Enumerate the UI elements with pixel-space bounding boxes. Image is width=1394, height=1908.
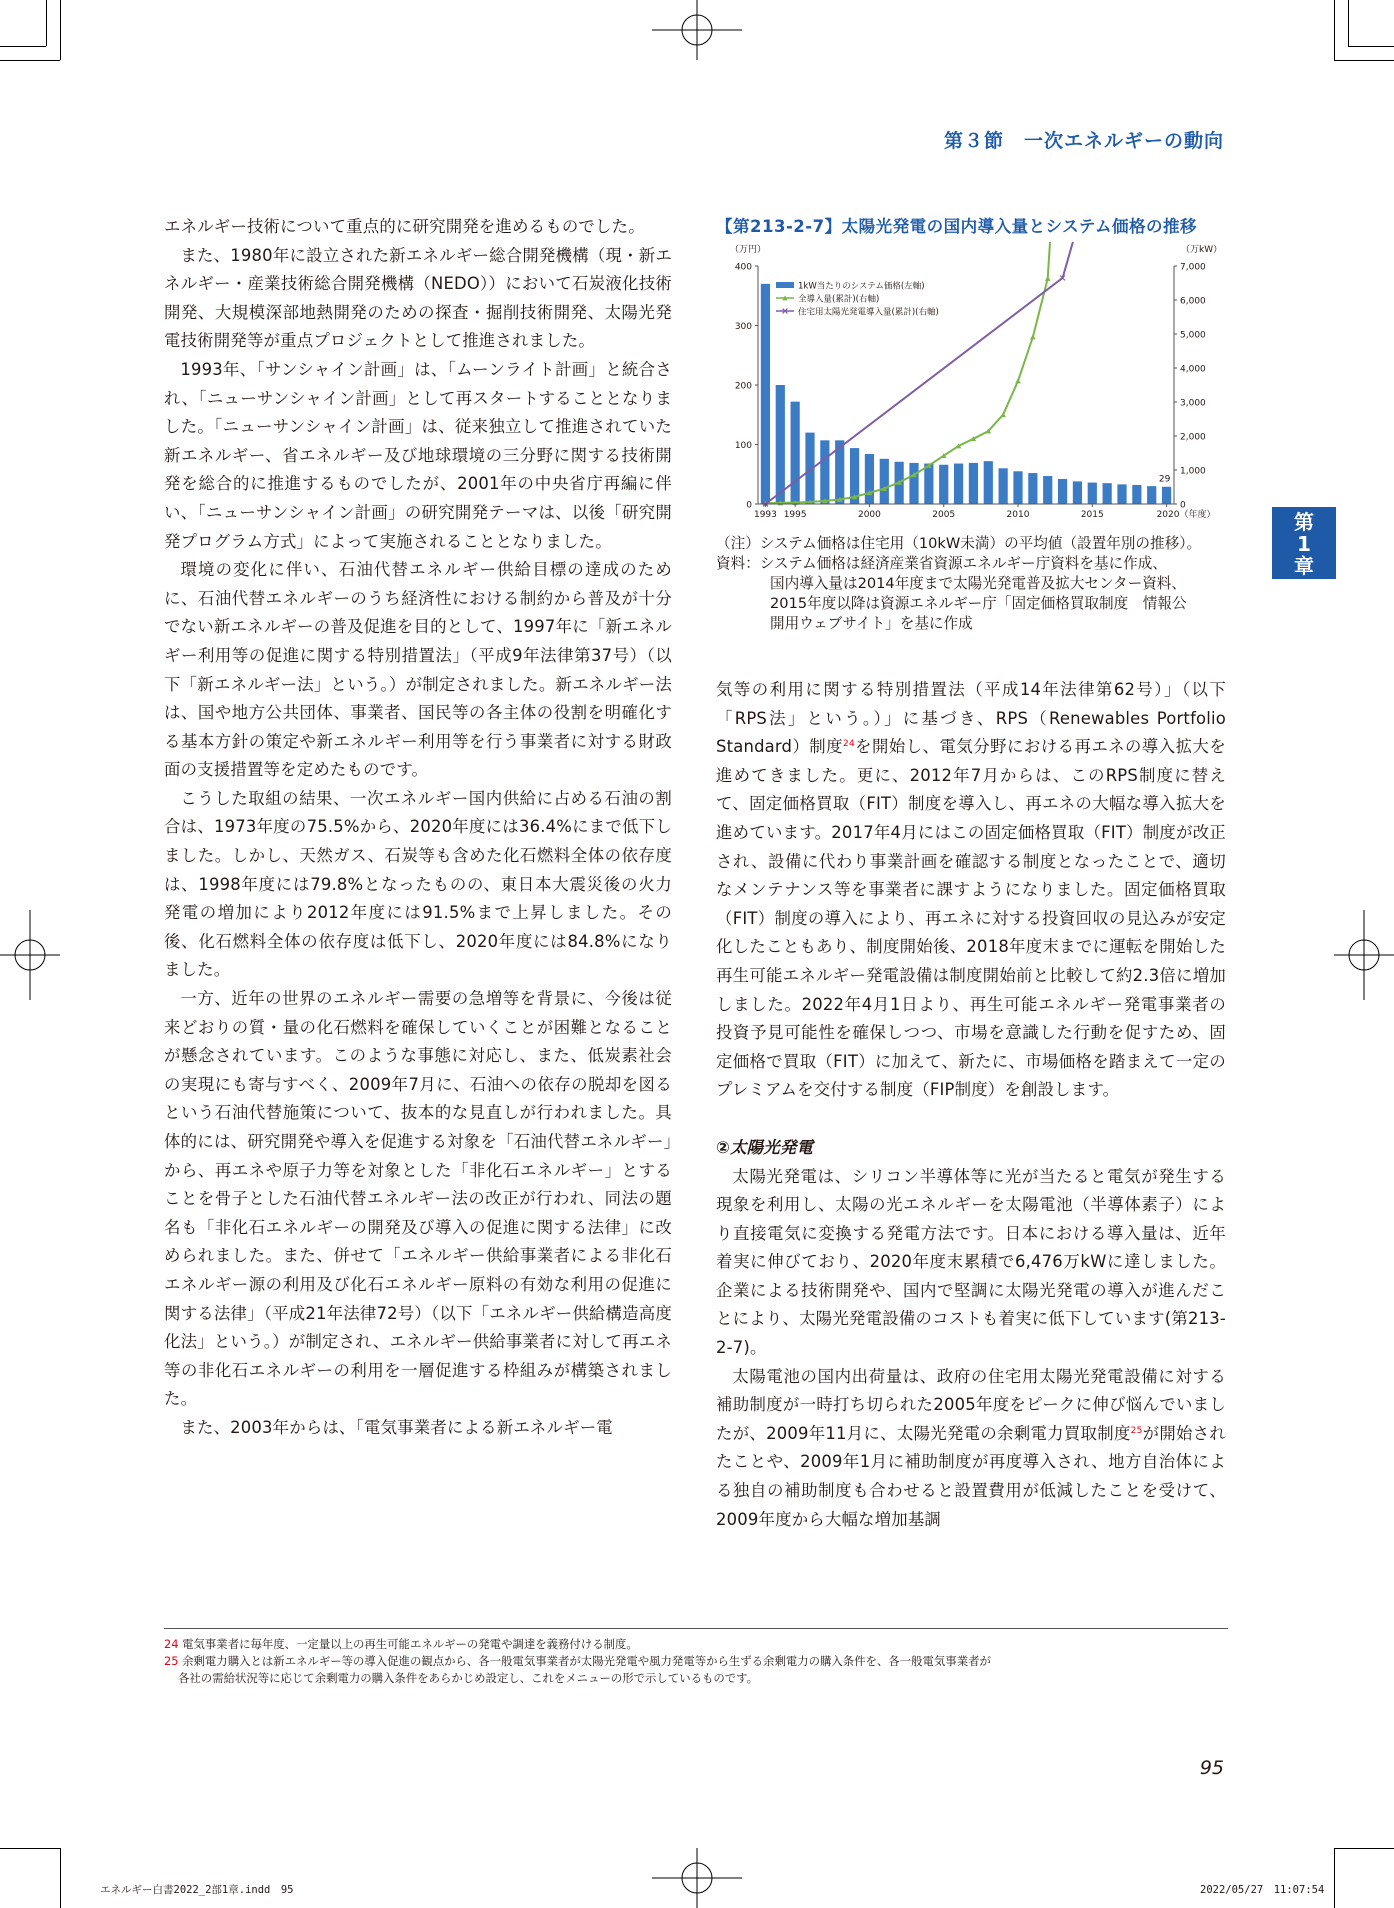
figure-title: 【第213-2-7】太陽光発電の国内導入量とシステム価格の推移 bbox=[716, 217, 1197, 236]
page-number: 95 bbox=[1199, 1757, 1224, 1779]
price-bar bbox=[776, 385, 785, 504]
price-bar bbox=[984, 461, 993, 504]
body-text: 太陽電池の国内出荷量は、政府の住宅用太陽光発電設備に対する補助制度が一時打ち切られた2005年度をピークに伸び悩んでいましたが、2009年11月に、太陽光発電の余剰電力買取制度 bbox=[716, 1366, 1226, 1443]
registration-mark bbox=[1334, 910, 1394, 1000]
footnote bbox=[164, 1653, 1228, 1670]
figure-source: 開用ウェブサイト」を基に作成 bbox=[770, 615, 973, 632]
price-bar bbox=[791, 402, 800, 504]
print-slug-file: エネルギー白書2022_2部1章.indd 95 bbox=[100, 1884, 294, 1896]
price-bar bbox=[1132, 485, 1141, 504]
price-bar bbox=[909, 463, 918, 504]
price-bar bbox=[1088, 483, 1097, 504]
footnotes bbox=[164, 1628, 1228, 1687]
x-axis-tick-label: 2015 bbox=[1080, 510, 1104, 520]
body-paragraph: また、2003年からは、「電気事業者による新エネルギー電 bbox=[180, 1417, 613, 1437]
price-bar bbox=[1043, 476, 1052, 504]
legend-swatch bbox=[776, 282, 794, 288]
crop-mark bbox=[1334, 1848, 1335, 1908]
x-axis-tick-label: 1993 bbox=[753, 510, 777, 520]
price-bar bbox=[1073, 481, 1082, 504]
right-axis-tick-label: 3,000 bbox=[1180, 398, 1206, 409]
footnote-text: 余剰電力購入とは新エネルギー等の導入促進の観点から、各一般電気事業者が太陽光発電や風力発電等から生ずる余剰電力の購入条件を、各一般電気事業者が bbox=[182, 1654, 991, 1668]
right-axis-tick-label: 0 bbox=[1180, 500, 1186, 511]
body-paragraph: 太陽光発電は、シリコン半導体等に光が当たると電気が発生する現象を利用し、太陽の光エネルギーを太陽電池（半導体素子）により直接電気に変換する発電方法です。日本における導入量は、近年着実に伸びており、2020年度末累積で6,476万kWに達しました。企業による技術開発や、国内で堅調に太陽光発電の導入が進んだことにより、太陽光発電設備のコストも着実に低下しています(第213-2-7)。 bbox=[716, 1166, 1226, 1358]
subsection-heading: ②太陽光発電 bbox=[716, 1137, 814, 1157]
x-axis-tick-label: 2020（年度） bbox=[1156, 510, 1216, 520]
crop-mark bbox=[0, 46, 46, 47]
registration-mark bbox=[652, 1848, 742, 1908]
right-axis-tick-label: 5,000 bbox=[1180, 330, 1206, 341]
footnote-ref[interactable]: 24 bbox=[843, 739, 855, 750]
section-header: 第３節 一次エネルギーの動向 bbox=[943, 130, 1224, 152]
body-paragraph bbox=[716, 676, 1226, 1105]
x-axis-tick-label: 2000 bbox=[857, 510, 881, 520]
price-bar bbox=[1117, 484, 1126, 504]
x-axis-tick-label: 2010 bbox=[1006, 510, 1030, 520]
chapter-tab-line: 1 bbox=[1297, 532, 1311, 556]
legend-label: 全導入量(累計)(右軸) bbox=[798, 294, 880, 305]
price-bar bbox=[954, 464, 963, 504]
price-bar bbox=[999, 468, 1008, 504]
crop-mark bbox=[0, 1848, 60, 1849]
figure-source: 国内導入量は2014年度まで太陽光発電普及拡大センター資料、 bbox=[770, 575, 1186, 592]
total-installed-point bbox=[1030, 334, 1036, 339]
data-label-price: 29 bbox=[1158, 474, 1171, 485]
registration-mark bbox=[652, 0, 742, 60]
right-axis-tick-label: 4,000 bbox=[1180, 364, 1206, 375]
figure-source: 資料：システム価格は経済産業省資源エネルギー庁資料を基に作成、 bbox=[716, 555, 1167, 572]
crop-mark bbox=[1348, 0, 1349, 46]
chapter-tab bbox=[1272, 507, 1336, 579]
price-bar bbox=[1162, 487, 1171, 504]
price-bar bbox=[820, 440, 829, 504]
left-axis-tick-label: 400 bbox=[734, 262, 752, 273]
left-axis-tick-label: 300 bbox=[734, 322, 752, 332]
registration-mark bbox=[0, 910, 60, 1000]
chart-legend bbox=[776, 281, 939, 318]
figure-note: （注）システム価格は住宅用（10kW未満）の平均値（設置年別の推移）。 bbox=[716, 535, 1202, 552]
body-paragraph bbox=[716, 1363, 1226, 1535]
body-paragraph: 一方、近年の世界のエネルギー需要の急増等を背景に、今後は従来どおりの質・量の化石燃料を確保していくことが困難となることが懸念されています。このような事態に対応し、また、低炭素社会の実現にも寄与すべく、2009年7月に、石油への依存の脱却を図るという石油代替施策について、抜本的な見直しが行われました。具体的には、研究開発や導入を促進する対象を「石油代替エネルギー」から、再エネや原子力等を対象とした「非化石エネルギー」とすることを骨子とした石油代替エネルギー法の改正が行われ、同法の題名も「非化石エネルギーの開発及び導入の促進に関する法律」に改められました。また、併せて「エネルギー供給事業者による非化石エネルギー源の利用及び化石エネルギー原料の有効な利用の促進に関する法律」（平成21年法律72号）（以下「エネルギー供給構造高度化法」という。）が制定され、エネルギー供給事業者に対して再エネ等の非化石エネルギーの利用を一層促進する枠組みが構築されました。 bbox=[164, 989, 672, 1409]
body-paragraph: 1993年、「サンシャイン計画」は、「ムーンライト計画」と統合され、「ニューサンシャイン計画」として再スタートすることとなりました。「ニューサンシャイン計画」は、従来独立して推進されていた新エネルギー、省エネルギー及び地球環境の三分野に関する技術開発を総合的に推進するものでしたが、2001年の中央省庁再編に伴い、「ニューサンシャイン計画」の研究開発テーマは、以後「研究開発プログラム方式」によって実施されることとなりました。 bbox=[164, 359, 672, 551]
right-axis-unit: （万kW） bbox=[1181, 245, 1223, 255]
body-text: 気等の利用に関する特別措置法（平成14年法律第62号）」（以下「RPS法」という。）」に基づき、RPS（Renewables Portfolio Standard）制度 bbox=[716, 680, 1226, 757]
price-bar bbox=[1058, 479, 1067, 504]
body-paragraph: こうした取組の結果、一次エネルギー国内供給に占める石油の割合は、1973年度の75.5%から、2020年度には36.4%にまで低下しました。しかし、天然ガス、石炭等も含めた化石燃料全体の依存度は、1998年度には79.8%となったものの、東日本大震災後の火力発電の増加により2012年度には91.5%まで上昇しました。その後、化石燃料全体の依存度は低下し、2020年度には84.8%になりました。 bbox=[164, 788, 672, 980]
crop-mark bbox=[1334, 0, 1335, 60]
left-axis-tick-label: 200 bbox=[734, 381, 752, 392]
right-axis-tick-label: 1,000 bbox=[1180, 466, 1206, 477]
x-axis-tick-label: 2005 bbox=[932, 510, 956, 520]
crop-mark bbox=[1348, 46, 1394, 47]
price-bar bbox=[1028, 473, 1037, 504]
left-axis-tick-label: 0 bbox=[746, 500, 752, 511]
figure-source: 2015年度以降は資源エネルギー庁「固定価格買取制度 情報公 bbox=[770, 595, 1187, 612]
price-bar bbox=[865, 454, 874, 504]
footnote-number: 24 bbox=[164, 1637, 179, 1651]
chapter-tab-line: 第 bbox=[1294, 510, 1314, 534]
left-axis-unit: （万円） bbox=[730, 245, 767, 255]
price-bar bbox=[1103, 483, 1112, 504]
legend-label: 1kW当たりのシステム価格(左軸) bbox=[798, 281, 925, 292]
footnote-number: 25 bbox=[164, 1654, 179, 1668]
crop-mark bbox=[46, 0, 47, 46]
price-bar bbox=[761, 284, 770, 504]
right-column bbox=[716, 676, 1226, 1534]
right-axis-tick-label: 6,000 bbox=[1180, 296, 1206, 307]
crop-mark bbox=[0, 60, 60, 61]
footnote bbox=[164, 1636, 1228, 1653]
total-installed-point bbox=[1015, 378, 1021, 383]
price-bar bbox=[969, 463, 978, 504]
total-installed-point bbox=[1045, 276, 1051, 281]
price-bar bbox=[880, 459, 889, 504]
left-column bbox=[164, 213, 672, 1443]
body-text: が開始されたことや、2009年1月に補助制度が再度導入され、地方自治体による独自の補助制度も合わせると設置費用が低減したことを受けて、2009年度から大幅な増加基調 bbox=[716, 1423, 1227, 1529]
x-axis-tick-label: 1995 bbox=[783, 510, 807, 520]
footnote-continuation: 各社の需給状況等に応じて余剰電力の購入条件をあらかじめ設定し、これをメニューの形で示しているものです。 bbox=[178, 1671, 759, 1685]
crop-mark bbox=[1334, 1848, 1394, 1849]
price-bar bbox=[1013, 471, 1022, 504]
chapter-tab-line: 章 bbox=[1294, 554, 1314, 578]
right-axis-tick-label: 2,000 bbox=[1180, 432, 1206, 443]
crop-mark bbox=[60, 1848, 61, 1908]
body-paragraph: エネルギー技術について重点的に研究開発を進めるものでした。 bbox=[164, 217, 645, 236]
legend-label: 住宅用太陽光発電導入量(累計)(右軸) bbox=[798, 307, 939, 318]
left-axis-tick-label: 100 bbox=[734, 441, 752, 451]
footnote-text: 電気事業者に毎年度、一定量以上の再生可能エネルギーの発電や調達を義務付ける制度。 bbox=[182, 1637, 638, 1651]
price-bar bbox=[924, 464, 933, 504]
solar-chart bbox=[716, 242, 1226, 532]
body-paragraph: 環境の変化に伴い、石油代替エネルギー供給目標の達成のために、石油代替エネルギーのうち経済性における制約から普及が十分でない新エネルギーの普及促進を目的として、1997年に「新エネルギー利用等の促進に関する特別措置法」（平成9年法律第37号）（以下「新エネルギー法」という。）が制定されました。新エネルギー法は、国や地方公共団体、事業者、国民等の各主体の役割を明確化する基本方針の策定や新エネルギー利用等を行う事業者に対する財政面の支援措置等を定めたものです。 bbox=[164, 560, 672, 780]
print-slug-timestamp: 2022/05/27 11:07:54 bbox=[1200, 1884, 1325, 1896]
right-axis-tick-label: 7,000 bbox=[1180, 262, 1206, 273]
price-bar bbox=[1147, 486, 1156, 504]
total-installed-point bbox=[1000, 412, 1006, 417]
crop-mark bbox=[60, 0, 61, 60]
footnote-ref[interactable]: 25 bbox=[1130, 1425, 1143, 1436]
figure-notes bbox=[716, 534, 1236, 634]
body-text: を開始し、電気分野における再エネの導入拡大を進めてきました。更に、2012年7月からは、このRPS制度に替えて、固定価格買取（FIT）制度を導入し、再エネの大幅な導入拡大を進めています。2017年4月にはこの固定価格買取（FIT）制度が改正され、設備に代わり事業計画を確認する制度となったことで、適切なメンテナンス等を事業者に課すようになりました。固定価格買取（FIT）制度の導入により、再エネに対する投資回収の見込みが安定化したこともあり、制度開始後、2018年度末までに運転を開始した再生可能エネルギー発電設備は制度開始前と比較して約2.3倍に増加しました。2022年4月1日より、再生可能エネルギー発電事業者の投資予見可能性を確保しつつ、市場を意識した行動を促すため、固定価格で買取（FIT）に加えて、新たに、市場価格を踏まえて一定のプレミアムを交付する制度（FIP制度）を創設します。 bbox=[716, 737, 1226, 1100]
crop-mark bbox=[1334, 60, 1394, 61]
body-paragraph: また、1980年に設立された新エネルギー総合開発機構（現・新エネルギー・産業技術総合開発機構（NEDO））において石炭液化技術開発、大規模深部地熱開発のための探査・掘削技術開発、太陽光発電技術開発等が重点プロジェクトとして推進されました。 bbox=[164, 245, 672, 351]
price-bar bbox=[939, 465, 948, 504]
